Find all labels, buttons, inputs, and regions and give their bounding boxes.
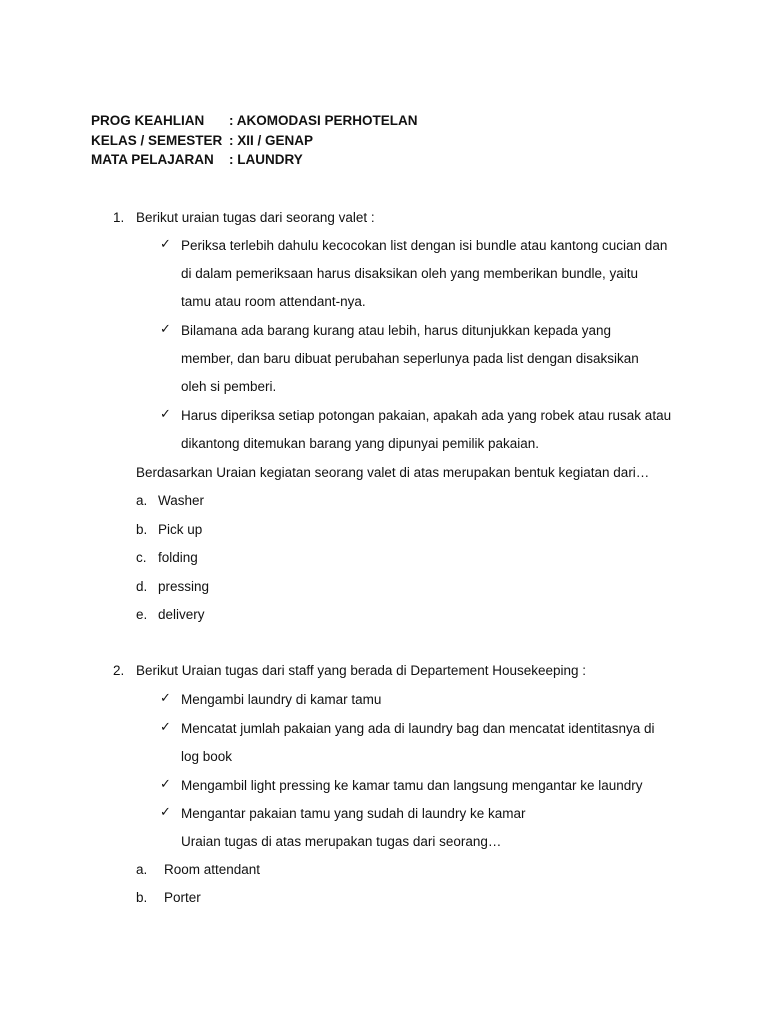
bullet-line: tamu atau room attendant-nya. <box>181 294 366 309</box>
bullet-line: Harus diperiksa setiap potongan pakaian, apakah ada yang robek atau rusak atau <box>181 408 672 423</box>
checkmark-icon: ✓ <box>160 691 171 706</box>
checkmark-icon: ✓ <box>160 720 171 735</box>
bullet-line: Periksa terlebih dahulu kecocokan list dengan isi bundle atau kantong cucian dan <box>181 238 668 253</box>
option-letter: a. <box>136 862 148 877</box>
header-value-kelas: : XII / GENAP <box>229 133 314 148</box>
checkmark-icon: ✓ <box>160 322 171 337</box>
option-letter: b. <box>136 522 148 537</box>
checkmark-icon: ✓ <box>160 237 171 252</box>
checkmark-icon: ✓ <box>160 805 171 820</box>
option-text: Pick up <box>158 522 203 537</box>
option-text: delivery <box>158 607 205 622</box>
option-letter: d. <box>136 579 148 594</box>
question-number: 1. <box>113 210 125 225</box>
option-text: Room attendant <box>164 862 261 877</box>
question-text: Uraian tugas di atas merupakan tugas dari seorang… <box>181 834 502 849</box>
option-text: folding <box>158 550 198 565</box>
question-text: Berdasarkan Uraian kegiatan seorang valet di atas merupakan bentuk kegiatan dari… <box>136 465 650 480</box>
option-letter: c. <box>136 550 147 565</box>
option-text: pressing <box>158 579 210 594</box>
question-stem: Berikut Uraian tugas dari staff yang berada di Departement Housekeeping : <box>136 663 587 678</box>
header-label-mapel: MATA PELAJARAN <box>91 152 214 167</box>
bullet-line: member, dan baru dibuat perubahan seperlunya pada list dengan disaksikan <box>181 351 639 366</box>
bullet-line: Mengambil light pressing ke kamar tamu dan langsung mengantar ke laundry <box>181 778 643 793</box>
bullet-line: oleh si pemberi. <box>181 379 277 394</box>
bullet-line: di dalam pemeriksaan harus disaksikan oleh yang memberikan bundle, yaitu <box>181 266 639 281</box>
option-text: Washer <box>158 493 205 508</box>
option-letter: a. <box>136 493 148 508</box>
question-stem: Berikut uraian tugas dari seorang valet : <box>136 210 375 225</box>
bullet-line: Mengantar pakaian tamu yang sudah di laundry ke kamar <box>181 806 526 821</box>
bullet-line: log book <box>181 749 233 764</box>
bullet-line: Bilamana ada barang kurang atau lebih, harus ditunjukkan kepada yang <box>181 323 612 338</box>
bullet-line: Mencatat jumlah pakaian yang ada di laundry bag dan mencatat identitasnya di <box>181 721 655 736</box>
option-letter: e. <box>136 607 148 622</box>
checkmark-icon: ✓ <box>160 407 171 422</box>
header-label-prog: PROG KEAHLIAN <box>91 113 205 128</box>
bullet-line: dikantong ditemukan barang yang dipunyai pemilik pakaian. <box>181 436 539 451</box>
header-label-kelas: KELAS / SEMESTER <box>91 133 223 148</box>
question-number: 2. <box>113 663 125 678</box>
checkmark-icon: ✓ <box>160 777 171 792</box>
header-value-prog: : AKOMODASI PERHOTELAN <box>229 113 418 128</box>
header-value-mapel: : LAUNDRY <box>229 152 303 167</box>
option-text: Porter <box>164 890 201 905</box>
option-letter: b. <box>136 890 148 905</box>
bullet-line: Mengambi laundry di kamar tamu <box>181 692 382 707</box>
